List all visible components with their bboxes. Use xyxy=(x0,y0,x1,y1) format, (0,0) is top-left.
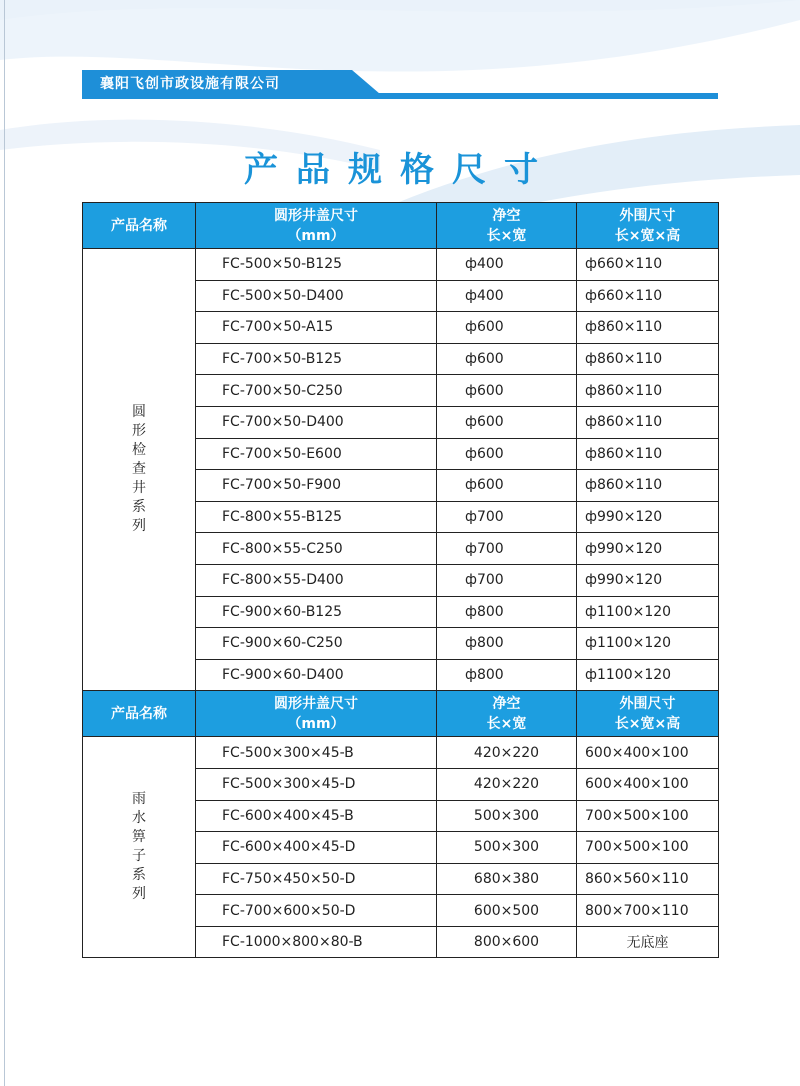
model-cell: FC-700×50-B125 xyxy=(196,343,437,375)
clear-opening-cell: ф600 xyxy=(437,343,577,375)
outer-size-cell: 700×500×100 xyxy=(577,800,719,832)
outer-size-cell: 700×500×100 xyxy=(577,832,719,864)
clear-opening-cell: ф800 xyxy=(437,628,577,660)
clear-opening-cell: ф600 xyxy=(437,470,577,502)
model-cell: FC-800×55-B125 xyxy=(196,501,437,533)
header-outer-size-line1: 外围尺寸 xyxy=(619,207,676,224)
clear-opening-cell: 500×300 xyxy=(437,832,577,864)
outer-size-cell: ф860×110 xyxy=(577,312,719,344)
model-cell: FC-700×600×50-D xyxy=(196,895,437,927)
clear-opening-cell: ф700 xyxy=(437,501,577,533)
header-cover-size-line2: （mm） xyxy=(287,715,345,732)
outer-size-cell: ф660×110 xyxy=(577,249,719,281)
company-name: 襄阳飞创市政设施有限公司 xyxy=(100,76,280,92)
outer-size-cell: ф1100×120 xyxy=(577,596,719,628)
clear-opening-cell: ф400 xyxy=(437,249,577,281)
clear-opening-cell: 420×220 xyxy=(437,768,577,800)
model-cell: FC-750×450×50-D xyxy=(196,863,437,895)
outer-size-cell: ф860×110 xyxy=(577,406,719,438)
spec-table xyxy=(82,202,719,958)
table-header-row xyxy=(83,203,719,249)
clear-opening-cell: ф700 xyxy=(437,564,577,596)
header-clear-opening xyxy=(437,691,577,737)
model-cell: FC-700×50-E600 xyxy=(196,438,437,470)
clear-opening-cell: ф600 xyxy=(437,312,577,344)
header-clear-opening-line1: 净空 xyxy=(492,207,521,224)
clear-opening-cell: ф800 xyxy=(437,596,577,628)
header-product-name: 产品名称 xyxy=(83,691,196,737)
outer-size-cell: ф990×120 xyxy=(577,501,719,533)
header-outer-size-line2: 长×宽×高 xyxy=(614,715,681,732)
clear-opening-cell: 600×500 xyxy=(437,895,577,927)
model-cell: FC-600×400×45-D xyxy=(196,832,437,864)
page-title: 产品规格尺寸 xyxy=(244,150,556,190)
outer-size-cell: 860×560×110 xyxy=(577,863,719,895)
outer-size-cell: ф1100×120 xyxy=(577,628,719,660)
clear-opening-cell: 420×220 xyxy=(437,737,577,769)
clear-opening-cell: ф400 xyxy=(437,280,577,312)
header-rule xyxy=(82,93,718,99)
model-cell: FC-800×55-D400 xyxy=(196,564,437,596)
header-outer-size xyxy=(577,203,719,249)
model-cell: FC-500×50-D400 xyxy=(196,280,437,312)
header-cover-size xyxy=(196,203,437,249)
series-name: 雨水箅子系列 xyxy=(132,791,146,903)
table-row xyxy=(83,249,719,281)
header-clear-opening-line2: 长×宽 xyxy=(486,715,527,732)
outer-size-cell: ф990×120 xyxy=(577,533,719,565)
outer-size-cell: ф1100×120 xyxy=(577,659,719,691)
clear-opening-cell: ф600 xyxy=(437,406,577,438)
header-clear-opening-line2: 长×宽 xyxy=(486,227,527,244)
clear-opening-cell: 800×600 xyxy=(437,926,577,958)
series-name-cell xyxy=(83,737,196,958)
series-name: 圆形检查井系列 xyxy=(132,404,146,535)
header-product-name: 产品名称 xyxy=(83,203,196,249)
model-cell: FC-700×50-C250 xyxy=(196,375,437,407)
header-clear-opening-line1: 净空 xyxy=(492,695,521,712)
model-cell: FC-500×50-B125 xyxy=(196,249,437,281)
header-outer-size xyxy=(577,691,719,737)
clear-opening-cell: ф600 xyxy=(437,438,577,470)
header-outer-size-line1: 外围尺寸 xyxy=(619,695,676,712)
outer-size-cell: 600×400×100 xyxy=(577,768,719,800)
outer-size-cell: ф660×110 xyxy=(577,280,719,312)
model-cell: FC-500×300×45-B xyxy=(196,737,437,769)
header-cover-size-line1: 圆形井盖尺寸 xyxy=(274,207,358,224)
clear-opening-cell: 680×380 xyxy=(437,863,577,895)
header-cover-size xyxy=(196,691,437,737)
model-cell: FC-700×50-F900 xyxy=(196,470,437,502)
model-cell: FC-700×50-D400 xyxy=(196,406,437,438)
outer-size-cell: 800×700×110 xyxy=(577,895,719,927)
model-cell: FC-800×55-C250 xyxy=(196,533,437,565)
outer-size-cell: ф860×110 xyxy=(577,438,719,470)
outer-size-cell: ф860×110 xyxy=(577,470,719,502)
series-name-cell xyxy=(83,249,196,691)
table-row xyxy=(83,737,719,769)
outer-size-cell: ф860×110 xyxy=(577,343,719,375)
model-cell: FC-1000×800×80-B xyxy=(196,926,437,958)
model-cell: FC-500×300×45-D xyxy=(196,768,437,800)
clear-opening-cell: 500×300 xyxy=(437,800,577,832)
model-cell: FC-900×60-C250 xyxy=(196,628,437,660)
clear-opening-cell: ф800 xyxy=(437,659,577,691)
table-header-row xyxy=(83,691,719,737)
outer-size-cell: 无底座 xyxy=(577,926,719,958)
model-cell: FC-600×400×45-B xyxy=(196,800,437,832)
outer-size-cell: ф990×120 xyxy=(577,564,719,596)
model-cell: FC-700×50-A15 xyxy=(196,312,437,344)
outer-size-cell: 600×400×100 xyxy=(577,737,719,769)
header-cover-size-line1: 圆形井盖尺寸 xyxy=(274,695,358,712)
header-outer-size-line2: 长×宽×高 xyxy=(614,227,681,244)
model-cell: FC-900×60-D400 xyxy=(196,659,437,691)
clear-opening-cell: ф700 xyxy=(437,533,577,565)
outer-size-cell: ф860×110 xyxy=(577,375,719,407)
clear-opening-cell: ф600 xyxy=(437,375,577,407)
model-cell: FC-900×60-B125 xyxy=(196,596,437,628)
header-clear-opening xyxy=(437,203,577,249)
header-cover-size-line2: （mm） xyxy=(287,227,345,244)
